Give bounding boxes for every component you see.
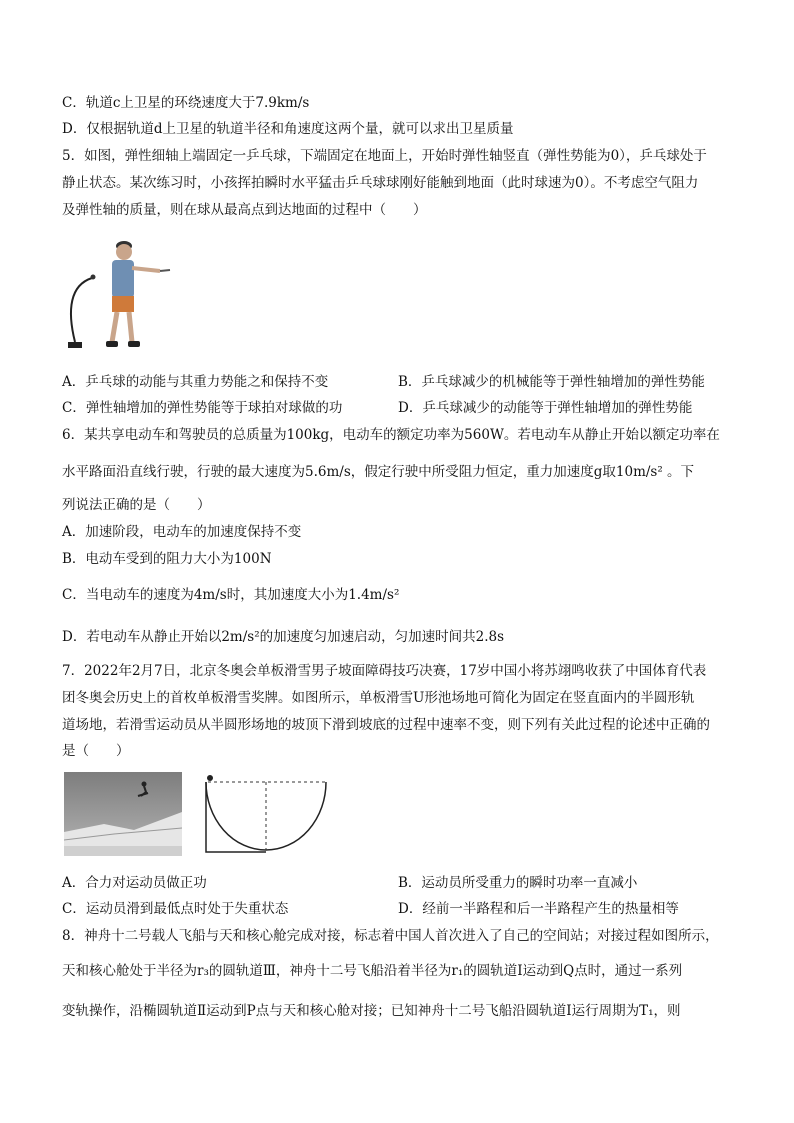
q5-option-d: D．乒乓球减少的动能等于弹性轴增加的弹性势能 <box>398 400 693 416</box>
q5-child-paddle-figure <box>62 230 182 356</box>
q5-option-a: A．乒乓球的动能与其重力势能之和保持不变 <box>62 374 329 390</box>
q5-option-c: C．弹性轴增加的弹性势能等于球拍对球做的功 <box>62 400 343 416</box>
q6-stem-line-2: 水平路面沿直线行驶，行驶的最大速度为5.6m/s，假定行驶中所受阻力恒定，重力加速度g取10m/s² 。下 <box>62 464 695 480</box>
q7-option-a: A．合力对运动员做正功 <box>62 875 207 891</box>
q6-option-a: A．加速阶段，电动车的加速度保持不变 <box>62 524 302 540</box>
q7-option-b: B．运动员所受重力的瞬时功率一直减小 <box>398 875 638 891</box>
q7-option-c: C．运动员滑到最低点时处于失重状态 <box>62 901 289 917</box>
q5-stem-line-3: 及弹性轴的质量，则在球从最高点到达地面的过程中（ ） <box>62 202 427 218</box>
q6-option-b: B．电动车受到的阻力大小为100N <box>62 551 272 567</box>
q8-stem-line-1: 8．神舟十二号载人飞船与天和核心舱完成对接，标志着中国人首次进入了自己的空间站；对接过程如图所示， <box>62 928 719 944</box>
q7-stem-line-2: 团冬奥会历史上的首枚单板滑雪奖牌。如图所示，单板滑雪U形池场地可简化为固定在竖直面内的半圆形轨 <box>62 690 695 706</box>
q6-stem-line-3: 列说法正确的是（ ） <box>62 497 211 513</box>
q5-stem-line-2: 静止状态。某次练习时，小孩挥拍瞬时水平猛击乒乓球球刚好能触到地面（此时球速为0）。不考虑空气阻力 <box>62 175 699 191</box>
q7-stem-line-4: 是（ ） <box>62 743 130 759</box>
q6-stem-line-1: 6．某共享电动车和驾驶员的总质量为100kg，电动车的额定功率为560W。若电动车从静止开始以额定功率在 <box>62 427 720 443</box>
snowboard-photo <box>64 772 182 856</box>
q7-stem-line-1: 7．2022年2月7日，北京冬奥会单板滑雪男子坡面障碍技巧决赛，17岁中国小将苏翊鸣收获了中国体育代表 <box>62 663 707 679</box>
q7-option-d: D．经前一半路程和后一半路程产生的热量相等 <box>398 901 679 917</box>
q7-stem-line-3: 道场地，若滑雪运动员从半圆形场地的坡顶下滑到坡底的过程中速率不变，则下列有关此过程的论述中正确的 <box>62 717 710 733</box>
q8-stem-line-3: 变轨操作，沿椭圆轨道Ⅱ运动到P点与天和核心舱对接；已知神舟十二号飞船沿圆轨道Ⅰ运行周期为T₁，则 <box>62 1003 681 1019</box>
q6-option-c: C．当电动车的速度为4m/s时，其加速度大小为1.4m/s² <box>62 587 400 603</box>
q8-stem-line-2: 天和核心舱处于半径为r₃的圆轨道Ⅲ，神舟十二号飞船沿着半径为r₁的圆轨道Ⅰ运动到Q点时，通过一系列 <box>62 963 683 979</box>
u-pipe-diagram <box>198 772 332 856</box>
q4-option-c: C．轨道c上卫星的环绕速度大于7.9km/s <box>62 95 310 111</box>
q5-stem-line-1: 5．如图，弹性细轴上端固定一乒乓球，下端固定在地面上，开始时弹性轴竖直（弹性势能为0），乒乓球处于 <box>62 148 707 164</box>
q5-option-b: B．乒乓球减少的机械能等于弹性轴增加的弹性势能 <box>398 374 705 390</box>
q6-option-d: D．若电动车从静止开始以2m/s²的加速度匀加速启动，匀加速时间共2.8s <box>62 629 504 645</box>
q4-option-d: D．仅根据轨道d上卫星的轨道半径和角速度这两个量，就可以求出卫星质量 <box>62 121 514 137</box>
